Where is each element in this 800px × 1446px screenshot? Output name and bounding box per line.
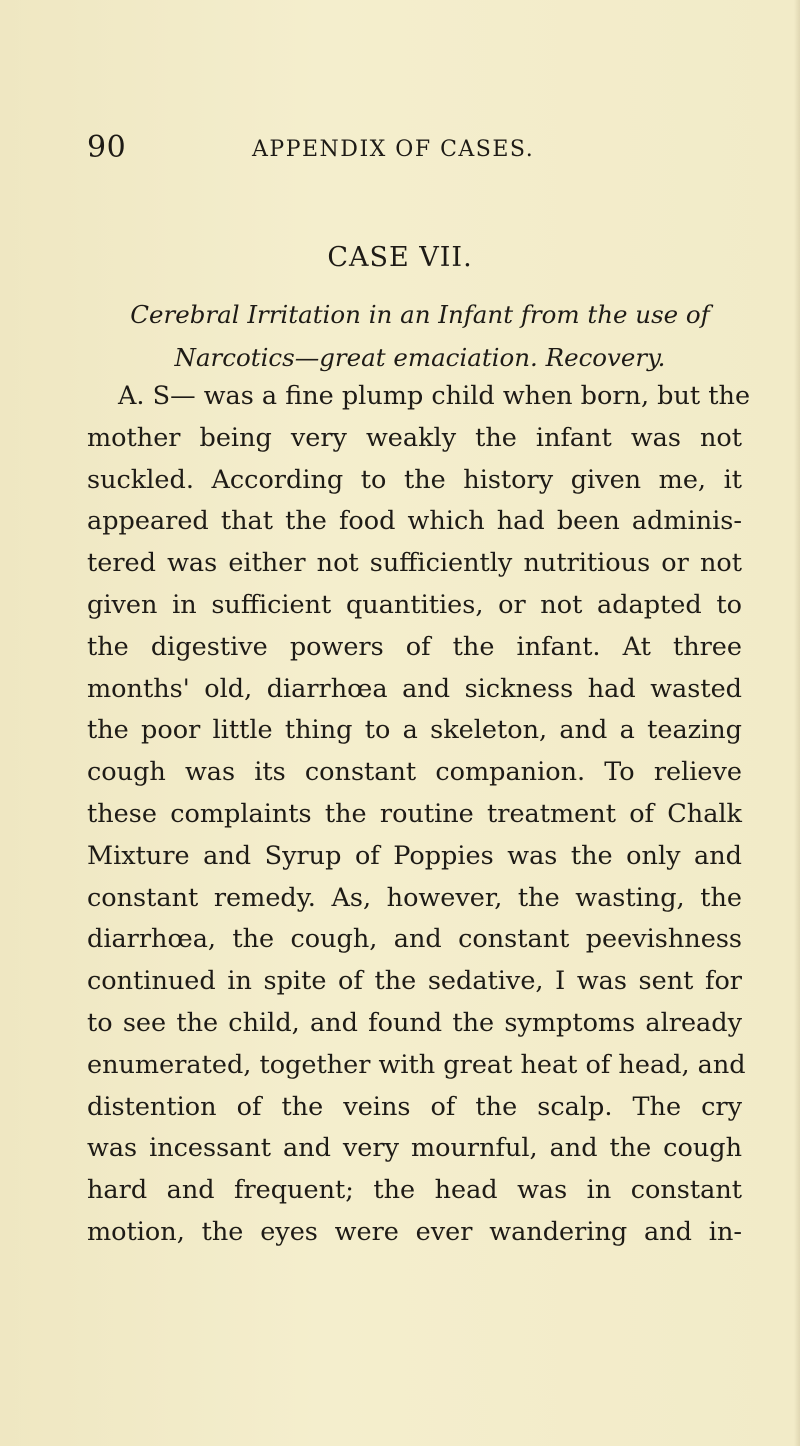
body-line: appeared that the food which had been adminis- <box>87 506 742 537</box>
body-line: A. S— was a fine plump child when born, but the <box>118 381 751 411</box>
body-line: Mixture and Syrup of Poppies was the only and <box>87 840 742 871</box>
body-line: constant remedy. As, however, the wasting, the <box>87 882 742 913</box>
body-line: motion, the eyes were ever wandering and in- <box>87 1216 742 1247</box>
body-line: to see the child, and found the symptoms already <box>87 1007 742 1038</box>
body-line: cough was its constant companion. To relieve <box>87 757 742 788</box>
body-line: months' old, diarrhœa and sickness had wasted <box>87 673 742 704</box>
body-line: given in sufficient quantities, or not adapted to <box>87 589 742 620</box>
body-line: the poor little thing to a skeleton, and a teazing <box>87 715 742 746</box>
case-body <box>87 376 751 1254</box>
body-line: tered was either not sufficiently nutritious or not <box>87 548 742 579</box>
body-line: the digestive powers of the infant. At three <box>87 631 742 662</box>
subtitle-line: Cerebral Irritation in an Infant from the use of <box>130 300 710 329</box>
body-line: distention of the veins of the scalp. The cry <box>87 1091 742 1122</box>
body-line: suckled. According to the history given me, it <box>87 464 742 495</box>
body-line: enumerated, together with great heat of head, and <box>87 1049 746 1080</box>
body-line: diarrhœa, the cough, and constant peevishness <box>87 924 742 955</box>
body-line: was incessant and very mournful, and the cough <box>87 1133 742 1164</box>
body-line: hard and frequent; the head was in constant <box>87 1175 742 1206</box>
running-head: APPENDIX OF CASES. <box>252 137 535 162</box>
page-number: 90 <box>87 130 127 165</box>
case-title: CASE VII. <box>327 242 473 273</box>
body-line: mother being very weakly the infant was not <box>87 422 742 453</box>
body-line: continued in spite of the sedative, I was sent for <box>87 966 742 997</box>
case-subtitle <box>110 293 730 379</box>
subtitle-line: Narcotics—great emaciation. Recovery. <box>174 343 666 372</box>
page-edge-shadow <box>794 0 800 1446</box>
body-line: these complaints the routine treatment of Chalk <box>87 798 742 829</box>
